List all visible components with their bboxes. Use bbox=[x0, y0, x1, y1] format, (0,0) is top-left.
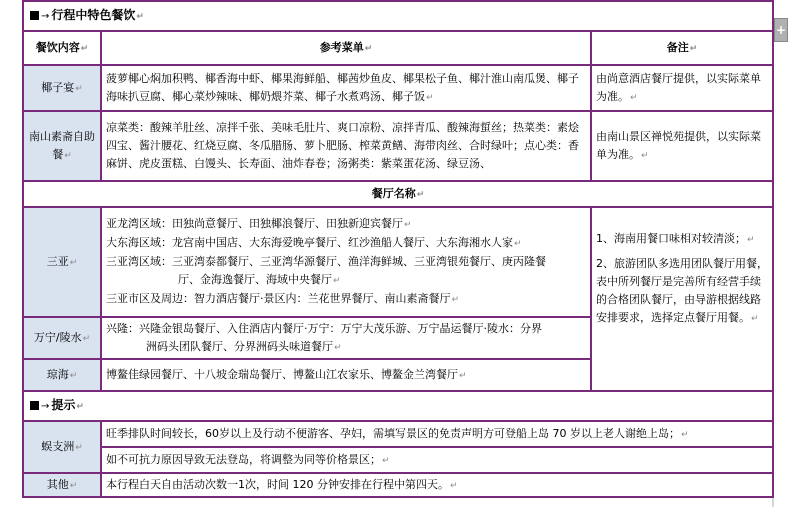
restaurant-header-row bbox=[23, 181, 773, 207]
paragraph-mark-icon: ↵ bbox=[404, 220, 412, 230]
paragraph-mark-icon: ↵ bbox=[82, 333, 91, 344]
tips-row-name-text: 蜈支洲 bbox=[41, 439, 75, 453]
paragraph-mark-icon: ↵ bbox=[514, 239, 522, 249]
paragraph-mark-icon: ↵ bbox=[75, 83, 83, 94]
black-square-icon bbox=[30, 401, 39, 410]
black-square-icon bbox=[30, 11, 39, 20]
paragraph-mark-icon: ↵ bbox=[75, 442, 83, 453]
dining-row-remark bbox=[591, 65, 773, 111]
tips-row bbox=[23, 473, 773, 497]
paragraph-mark-icon: ↵ bbox=[747, 235, 755, 245]
restaurant-line-text: 亚龙湾区域：田独尚意餐厅、田独椰浪餐厅、田独新迎宾餐厅 bbox=[106, 217, 403, 230]
restaurant-line-text: 洲码头团队餐厅、分界洲码头味道餐厅 bbox=[146, 339, 333, 353]
paragraph-mark-icon: ↵ bbox=[364, 43, 373, 54]
paragraph-mark-icon: ↵ bbox=[680, 429, 689, 440]
dining-header-row bbox=[23, 31, 773, 65]
tips-row-name bbox=[23, 473, 101, 497]
restaurant-region-name-text: 万宁/陵水 bbox=[33, 330, 82, 344]
tips-row-text-content: 本行程白天自由活动次数一1次，时间 120 分钟安排在行程中第四天。 bbox=[106, 477, 449, 491]
restaurant-line bbox=[106, 215, 586, 234]
document-page bbox=[22, 0, 772, 507]
paragraph-mark-icon: ↵ bbox=[450, 480, 458, 491]
paragraph-mark-icon: ↵ bbox=[69, 370, 78, 381]
dining-row-remark-text: 由尚意酒店餐厅提供，以实际菜单为准。 bbox=[596, 71, 761, 103]
restaurant-region-list bbox=[101, 207, 591, 317]
restaurant-line bbox=[106, 290, 586, 309]
restaurant-region-name-text: 三亚 bbox=[46, 254, 69, 268]
tips-row-name bbox=[23, 421, 101, 473]
section-tips-title-cell bbox=[23, 391, 773, 421]
restaurant-row bbox=[23, 207, 773, 317]
restaurant-header-label: 餐厅名称 bbox=[371, 186, 416, 200]
paragraph-mark-icon: ↵ bbox=[641, 150, 649, 161]
restaurant-region-name bbox=[23, 207, 101, 317]
restaurant-line-text: 兴隆：兴隆金银岛餐厅、入住酒店内餐厅·万宁：万宁大茂乐游、万宁晶运餐厅·陵水：分界 bbox=[106, 321, 542, 335]
dining-row-name bbox=[23, 65, 101, 111]
tips-row bbox=[23, 447, 773, 473]
paragraph-mark-icon: ↵ bbox=[69, 257, 78, 268]
paragraph-mark-icon: ↵ bbox=[64, 150, 72, 161]
header-remark bbox=[591, 31, 773, 65]
restaurant-note-text: 1、海南用餐口味相对较清淡； bbox=[596, 232, 746, 245]
paragraph-mark-icon: ↵ bbox=[416, 189, 425, 200]
expand-plus-icon[interactable]: + bbox=[774, 18, 788, 42]
restaurant-region-list bbox=[101, 359, 591, 391]
paragraph-mark-icon: ↵ bbox=[76, 402, 84, 412]
restaurant-region-name-text: 琼海 bbox=[46, 367, 69, 381]
paragraph-mark-icon: ↵ bbox=[69, 480, 78, 491]
arrow-icon: → bbox=[41, 401, 50, 412]
tips-row-text-content: 如不可抗力原因导致无法登岛，将调整为同等价格景区； bbox=[106, 452, 381, 466]
dining-row-remark bbox=[591, 111, 773, 181]
restaurant-line bbox=[106, 271, 586, 290]
dining-row-menu bbox=[101, 111, 591, 181]
dining-row bbox=[23, 111, 773, 181]
dining-row-name bbox=[23, 111, 101, 181]
paragraph-mark-icon: ↵ bbox=[333, 276, 341, 286]
restaurant-region-name bbox=[23, 317, 101, 359]
section-tips-row bbox=[23, 391, 773, 421]
paragraph-mark-icon: ↵ bbox=[689, 43, 698, 54]
restaurant-line-text: 大东海区域：龙宫南中国店、大东海爱晚亭餐厅、红沙渔船人餐厅、大东海湘水人家 bbox=[106, 236, 513, 249]
restaurant-line-text: 三亚湾区域：三亚湾泰都餐厅、三亚湾华源餐厅、渔洋海鲜城、三亚湾银苑餐厅、庚丙隆餐 bbox=[106, 255, 546, 268]
paragraph-mark-icon: ↵ bbox=[334, 342, 342, 353]
dining-row-menu-text: 凉菜类：酸辣羊肚丝、凉拌千张、美味毛肚片、爽口凉粉、凉拌青瓜、酸辣海蜇丝；热菜类：素烩四宝、酱汁腰花、红烧豆腐、冬瓜腊肠、萝卜肥肠、榨菜黄鳝、海带肉丝、合时绿叶；点心类：香麻饼、虎皮蛋糕、白馒头、长寿面、油炸春卷；汤粥类：紫菜蛋花汤、绿豆汤、 bbox=[106, 121, 579, 170]
restaurant-line bbox=[106, 366, 586, 385]
paragraph-mark-icon: ↵ bbox=[80, 43, 89, 54]
tips-row-text bbox=[101, 421, 773, 447]
dining-row-menu-text: 菠萝椰心焖加积鸭、椰香海中虾、椰果海鲜船、椰茜炒鱼皮、椰果松子鱼、椰汁淮山南瓜煲、椰子海味扒豆腐、椰心菜炒辣味、椰奶煨芥菜、椰子水煮鸡汤、椰子饭 bbox=[106, 71, 579, 103]
restaurant-line bbox=[106, 338, 586, 357]
dining-row bbox=[23, 65, 773, 111]
tips-row-name-text: 其他 bbox=[46, 477, 69, 491]
header-item bbox=[23, 31, 101, 65]
dining-row-name-text: 椰子宴 bbox=[41, 80, 75, 94]
tips-row-text bbox=[101, 447, 773, 473]
paragraph-mark-icon: ↵ bbox=[630, 92, 638, 103]
restaurant-region-name bbox=[23, 359, 101, 391]
section-dining-title-cell bbox=[23, 1, 773, 31]
section-dining-title: 行程中特色餐饮 bbox=[51, 8, 136, 22]
restaurant-line bbox=[106, 234, 586, 253]
paragraph-mark-icon: ↵ bbox=[451, 295, 460, 305]
paragraph-mark-icon: ↵ bbox=[382, 455, 390, 466]
paragraph-mark-icon: ↵ bbox=[136, 12, 144, 22]
restaurant-region-list bbox=[101, 317, 591, 359]
arrow-icon: → bbox=[41, 11, 50, 22]
restaurant-line bbox=[106, 253, 586, 271]
dining-row-menu bbox=[101, 65, 591, 111]
header-remark-label: 备注 bbox=[666, 40, 689, 54]
section-tips-title: 提示 bbox=[51, 398, 76, 412]
tips-row-text bbox=[101, 473, 773, 497]
paragraph-mark-icon: ↵ bbox=[426, 92, 434, 103]
restaurant-line-text: 博鳌佳绿园餐厅、十八坡金瑞岛餐厅、博鳌山江农家乐、博鳌金兰湾餐厅 bbox=[106, 367, 458, 381]
restaurant-note-text: 2、旅游团队多选用团队餐厅用餐，表中所列餐厅是完善所有经营手续的合格团队餐厅，由导游根据线路安排要求，选择定点餐厅用餐。 bbox=[596, 257, 768, 324]
dining-row-remark-text: 由南山景区禅悦苑提供，以实际菜单为准。 bbox=[596, 129, 761, 161]
section-dining-row bbox=[23, 1, 773, 31]
restaurant-line-text: 三亚市区及周边：智力酒店餐厅·景区内：兰花世界餐厅、南山素斋餐厅 bbox=[106, 292, 451, 305]
restaurant-line-text: 厅、金海逸餐厅、海域中央餐厅 bbox=[178, 273, 332, 286]
header-menu-label: 参考菜单 bbox=[319, 40, 364, 54]
restaurant-line bbox=[106, 320, 586, 338]
header-item-label: 餐饮内容 bbox=[35, 40, 80, 54]
paragraph-mark-icon: ↵ bbox=[459, 370, 467, 381]
dining-row-name-text: 南山素斋自助餐 bbox=[29, 129, 95, 161]
restaurant-note bbox=[596, 230, 768, 249]
restaurant-header-cell bbox=[23, 181, 773, 207]
header-menu bbox=[101, 31, 591, 65]
itinerary-table bbox=[22, 0, 774, 498]
paragraph-mark-icon: ↵ bbox=[751, 314, 759, 324]
restaurant-note bbox=[596, 255, 768, 328]
restaurant-notes bbox=[591, 207, 773, 391]
tips-row-text-content: 旺季排队时间较长，60岁以上及行动不便游客、孕妇，需填写景区的免责声明方可登船上岛 70 岁以上老人谢绝上岛； bbox=[106, 426, 680, 440]
tips-row bbox=[23, 421, 773, 447]
